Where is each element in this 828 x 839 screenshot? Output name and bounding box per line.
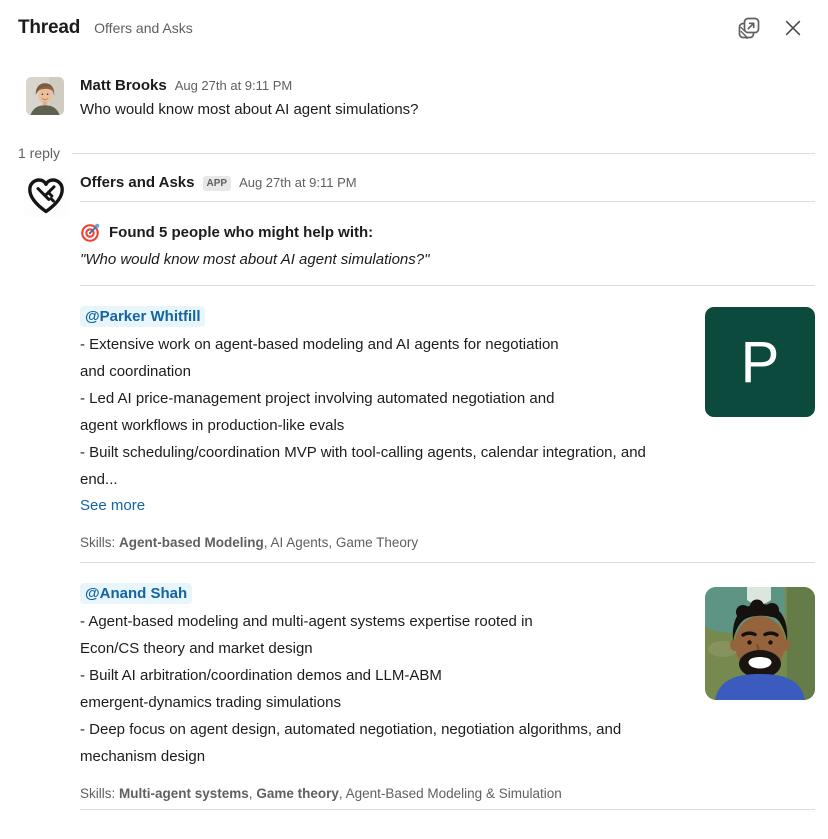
results-heading: Found 5 people who might help with: [109,224,374,241]
skills-line: Skills: Multi-agent systems, Game theory, Agent-Based Modeling & Simulation [80,786,562,801]
channel-name[interactable]: Offers and Asks [94,20,193,36]
reply-count-divider [18,145,815,161]
description-line: and coordination [80,363,191,380]
app-badge: APP [203,176,232,191]
description-line: - Led AI price-management project involving automated negotiation and [80,390,555,407]
block-divider [80,809,815,810]
message-text: Who would know most about AI agent simulations? [80,101,419,118]
avatar[interactable] [24,174,68,218]
description-line: agent workflows in production-like evals [80,417,345,434]
block-divider [80,201,815,202]
quoted-question: "Who would know most about AI agent simulations?" [80,251,430,268]
mention-anand-shah[interactable]: @Anand Shah [80,583,192,604]
profile-card-parker-whitfill [80,286,815,563]
description-line: - Deep focus on agent design, automated negotiation, negotiation algorithms, and [80,721,622,738]
page-title: Thread [18,17,81,38]
popout-icon[interactable] [736,15,762,41]
description-line: Econ/CS theory and market design [80,640,313,657]
mention-parker-whitfill[interactable]: @Parker Whitfill [80,306,205,327]
profile-card-anand-shah [80,563,815,810]
avatar[interactable] [26,77,64,115]
description-line: mechanism design [80,748,206,765]
offers-and-asks-heart-handshake-logo [24,174,68,218]
bot-reply-message [0,174,828,810]
message-author[interactable]: Matt Brooks [80,77,167,94]
message-timestamp[interactable]: Aug 27th at 9:11 PM [174,78,293,93]
matt-brooks-avatar-image [26,77,64,115]
thread-header [0,0,828,41]
close-icon[interactable] [782,17,804,39]
message-author[interactable]: Offers and Asks [80,174,195,191]
description-line: - Built scheduling/coordination MVP with tool-calling agents, calendar integration, and [80,444,646,461]
description-line: - Agent-based modeling and multi-agent systems expertise rooted in [80,613,533,630]
skills-line: Skills: Agent-based Modeling, AI Agents, Game Theory [80,535,419,550]
message-timestamp[interactable]: Aug 27th at 9:11 PM [239,175,357,190]
reply-count-label: 1 reply [18,145,61,161]
anand-avatar[interactable] [705,587,815,700]
anand-avatar-photo [705,587,815,700]
see-more-link[interactable]: See more [80,497,146,514]
thread-root-message [0,77,828,121]
description-line: end... [80,471,118,488]
dart-target-emoji [80,222,101,243]
description-line: - Built AI arbitration/coordination demos and LLM-ABM [80,667,442,684]
parker-avatar[interactable] [705,307,815,417]
description-line: emergent-dynamics trading simulations [80,694,341,711]
divider-line [72,153,815,154]
letter-avatar-p: P [705,307,815,417]
description-line: - Extensive work on agent-based modeling and AI agents for negotiation [80,336,559,353]
